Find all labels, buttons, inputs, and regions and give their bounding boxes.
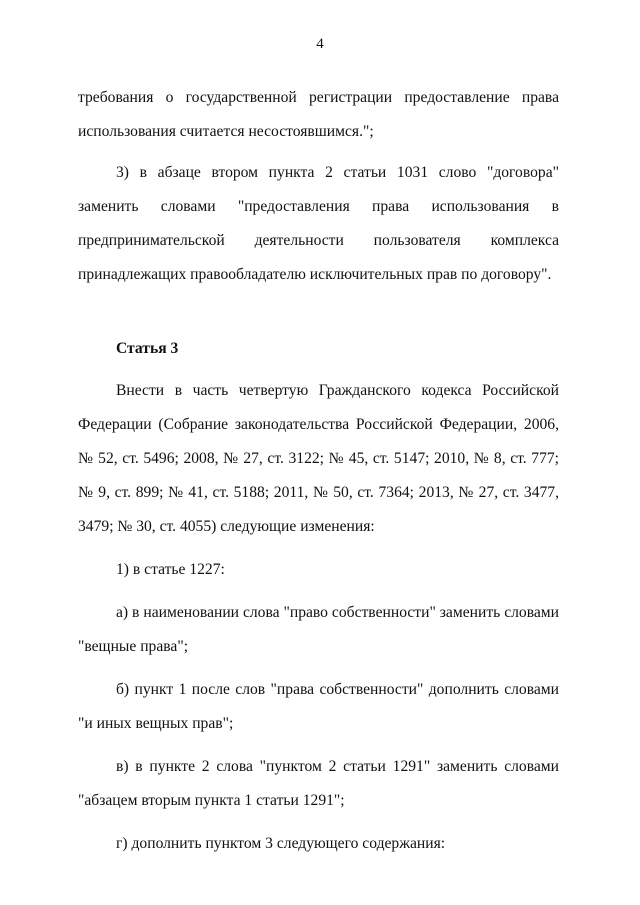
paragraph-item-1: 1) в статье 1227: (116, 561, 225, 578)
article-title: Статья 3 (116, 340, 179, 357)
paragraph-subitem-b: б) пункт 1 после слов "права собственности" дополнить словами "и иных вещных прав"; (78, 681, 559, 732)
paragraph-item-3: 3) в абзаце втором пункта 2 статьи 1031 слово "договора" заменить словами "предоставления права использования в предпринимательской деятельности пользователя комплекса принадлежащих правообладателю исключительных прав по договору". (78, 164, 559, 283)
paragraph-subitem-v: в) в пункте 2 слова "пунктом 2 статьи 1291" заменить словами "абзацем вторым пункта 1 статьи 1291"; (78, 758, 559, 809)
paragraph-subitem-a: а) в наименовании слова "право собственности" заменить словами "вещные права"; (78, 604, 559, 655)
paragraph-subitem-g: г) дополнить пунктом 3 следующего содержания: (116, 835, 446, 852)
paragraph-continuation: требования о государственной регистрации предоставление права использования считается несостоявшимся."; (78, 89, 559, 140)
document-body (78, 81, 559, 861)
page-number: 4 (316, 36, 324, 52)
paragraph-intro: Внести в часть четвертую Гражданского кодекса Российской Федерации (Собрание законодательства Российской Федерации, 2006, № 52, ст. 5496; 2008, № 27, ст. 3122; № 45, ст. 5147; 2010, № 8, ст. 777; № 9, ст. 899; № 41, ст. 5188; 2011, № 50, ст. 7364; 2013, № 27, ст. 3477, 3479; № 30, ст. 4055) следующие изменения: (78, 382, 559, 535)
